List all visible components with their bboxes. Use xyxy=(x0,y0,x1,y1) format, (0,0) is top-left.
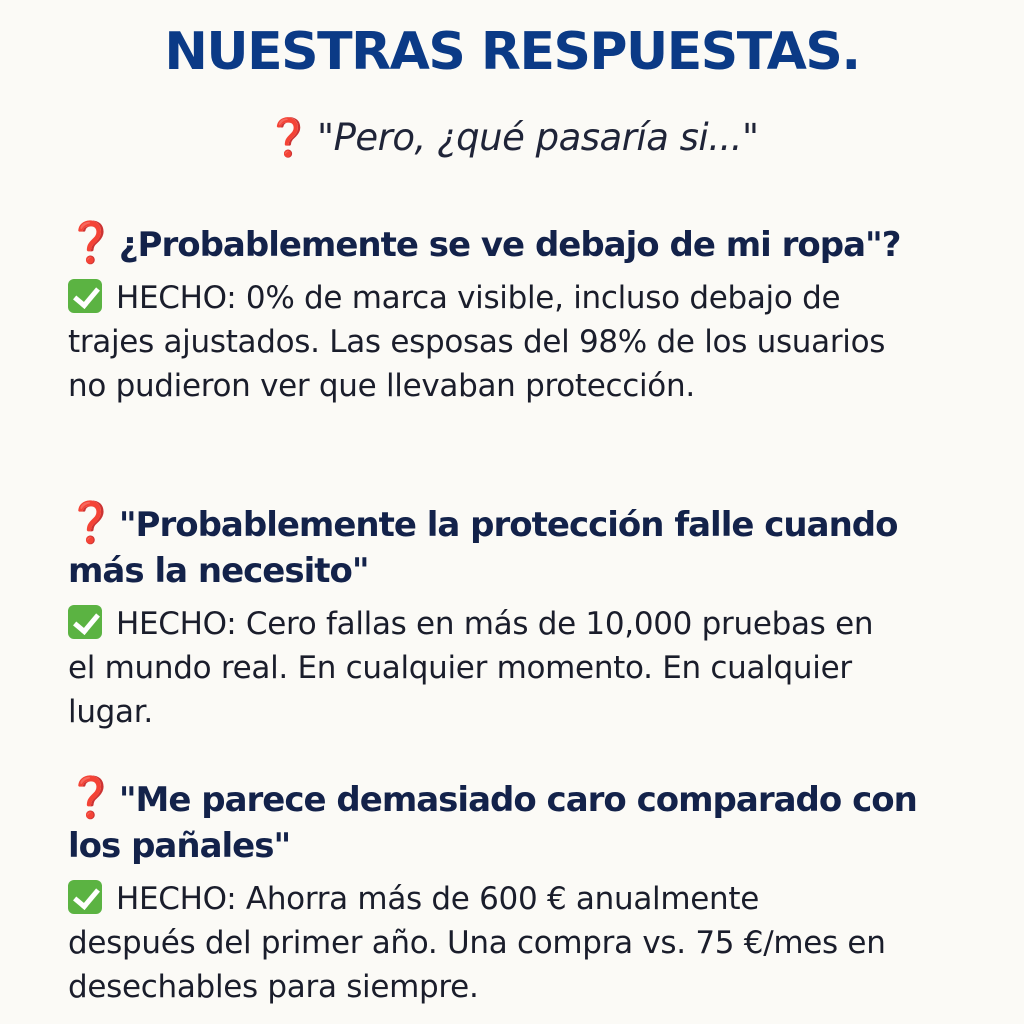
question-mark-icon: ❓ xyxy=(66,500,115,546)
page-subtitle xyxy=(0,116,1024,160)
question-mark-icon: ❓ xyxy=(66,220,115,266)
check-mark-icon xyxy=(68,605,102,639)
faq-answer xyxy=(68,602,888,734)
faq-question xyxy=(68,775,968,869)
faq-question xyxy=(68,500,968,594)
faq-answer xyxy=(68,877,888,1009)
faq-question-text: "Me parece demasiado caro comparado con los pañales" xyxy=(68,780,917,866)
faq-question xyxy=(68,220,968,268)
check-mark-icon xyxy=(68,279,102,313)
faq-answer-text: HECHO: 0% de marca visible, incluso debajo de trajes ajustados. Las esposas del 98% de los usuarios no pudieron ver que llevaban protección. xyxy=(68,280,886,404)
check-mark-icon xyxy=(68,880,102,914)
faq-item-failure xyxy=(68,500,968,734)
faq-item-price xyxy=(68,775,968,1009)
faq-answer xyxy=(68,276,888,408)
subtitle-text: "Pero, ¿qué pasaría si..." xyxy=(317,116,759,159)
faq-question-text: "Probablemente la protección falle cuando más la necesito" xyxy=(68,505,898,591)
question-mark-icon: ❓ xyxy=(66,775,115,821)
faq-answer-text: HECHO: Cero fallas en más de 10,000 pruebas en el mundo real. En cualquier momento. En cualquier lugar. xyxy=(68,606,874,730)
question-mark-icon: ❓ xyxy=(265,116,312,159)
faq-answer-text: HECHO: Ahorra más de 600 € anualmente después del primer año. Una compra vs. 75 €/mes en desechables para siempre. xyxy=(68,881,886,1005)
page-title: NUESTRAS RESPUESTAS. xyxy=(164,22,860,82)
faq-item-clothing xyxy=(68,220,968,408)
faq-question-text: ¿Probablemente se ve debajo de mi ropa"? xyxy=(118,225,901,265)
